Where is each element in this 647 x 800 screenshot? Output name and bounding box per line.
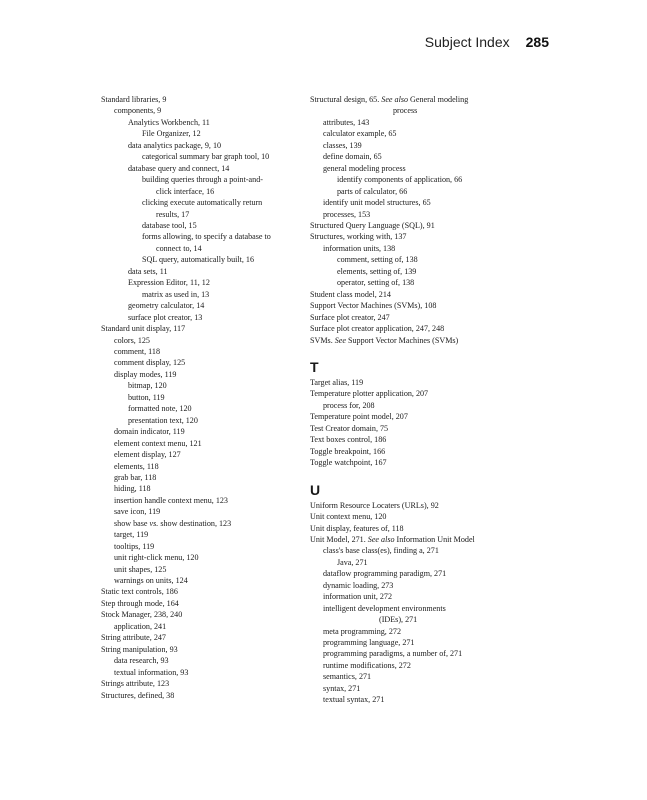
index-entry xyxy=(310,534,540,545)
index-entry: Uniform Resource Locaters (URLs), 92 xyxy=(310,500,439,510)
page-number: 285 xyxy=(525,34,549,50)
index-entry: Analytics Workbench, 11 xyxy=(128,117,210,127)
index-column-left xyxy=(101,94,301,701)
index-entry: comment, 118 xyxy=(114,346,161,356)
index-entry-text: show base xyxy=(114,518,150,528)
running-header-title: Subject Index xyxy=(424,34,510,50)
index-entry: dynamic loading, 273 xyxy=(323,580,394,590)
index-entry: Expression Editor, 11, 12 xyxy=(128,278,210,288)
index-entry: surface plot creator, 13 xyxy=(128,312,203,322)
index-entry: calculator example, 65 xyxy=(323,129,397,139)
index-entry: presentation text, 120 xyxy=(128,415,198,425)
index-entry: process xyxy=(393,106,418,116)
index-entry xyxy=(310,335,540,346)
index-entry: Toggle breakpoint, 166 xyxy=(310,446,386,456)
index-entry: programming paradigms, a number of, 271 xyxy=(323,649,463,659)
index-entry: target, 119 xyxy=(114,530,149,540)
index-entry: domain indicator, 119 xyxy=(114,427,185,437)
index-entry: Structures, working with, 137 xyxy=(310,232,407,242)
index-entry: Standard libraries, 9 xyxy=(101,95,167,104)
index-entry: geometry calculator, 14 xyxy=(128,301,205,311)
index-entry: dataflow programming paradigm, 271 xyxy=(323,569,447,579)
index-entry: intelligent development environments xyxy=(323,603,446,613)
section-letter-heading: T xyxy=(310,358,319,375)
index-entry: textual information, 93 xyxy=(114,667,189,677)
index-entry: forms allowing, to specify a database to xyxy=(142,232,271,242)
index-entry: bitmap, 120 xyxy=(128,381,167,391)
index-entry: formatted note, 120 xyxy=(128,404,192,414)
index-entry: hiding, 118 xyxy=(114,484,151,494)
index-entry-text: General modeling xyxy=(408,95,469,104)
index-entry: components, 9 xyxy=(114,106,162,116)
index-entry: SQL query, automatically built, 16 xyxy=(142,255,255,265)
index-entry: (IDEs), 271 xyxy=(379,615,418,625)
index-entry: colors, 125 xyxy=(114,335,150,345)
index-entry-text: Structural design, 65. xyxy=(310,95,382,104)
index-entry: attributes, 143 xyxy=(323,117,370,127)
index-entry: Test Creator domain, 75 xyxy=(310,423,389,433)
index-entry: button, 119 xyxy=(128,392,165,402)
section-letter-heading: U xyxy=(310,481,321,498)
index-entry: comment display, 125 xyxy=(114,358,186,368)
index-entry: Temperature plotter application, 207 xyxy=(310,389,429,399)
index-entry: Java, 271 xyxy=(337,557,368,567)
index-entry: tooltips, 119 xyxy=(114,541,155,551)
index-entry: classes, 139 xyxy=(323,140,362,150)
index-entry: processes, 153 xyxy=(323,209,371,219)
index-entry: Step through mode, 164 xyxy=(101,598,179,608)
index-entry: information units, 138 xyxy=(323,243,396,253)
index-entry: Temperature point model, 207 xyxy=(310,412,408,422)
index-entry: Toggle watchpoint, 167 xyxy=(310,458,387,468)
index-entry-text: SVMs. xyxy=(310,335,335,345)
index-entry: define domain, 65 xyxy=(323,152,382,162)
cross-reference-term: vs. xyxy=(149,518,159,528)
index-entry: display modes, 119 xyxy=(114,369,177,379)
index-entry: application, 241 xyxy=(114,621,167,631)
index-entry xyxy=(310,94,540,105)
index-entry: data sets, 11 xyxy=(128,266,168,276)
index-entry: process for, 208 xyxy=(323,400,375,410)
index-entry: Structured Query Language (SQL), 91 xyxy=(310,220,435,230)
index-entry: File Organizer, 12 xyxy=(142,129,201,139)
index-entry-text: Support Vector Machines (SVMs) xyxy=(345,335,459,345)
index-column-right xyxy=(310,94,540,706)
index-entry: results, 17 xyxy=(156,209,190,219)
index-entry: Stock Manager, 238, 240 xyxy=(101,610,183,620)
index-entry: matrix as used in, 13 xyxy=(142,289,210,299)
running-header xyxy=(425,34,549,50)
cross-reference-term: See xyxy=(334,335,346,345)
index-entry: element context menu, 121 xyxy=(114,438,202,448)
index-entry: comment, setting of, 138 xyxy=(337,255,418,265)
index-entry: data analytics package, 9, 10 xyxy=(128,140,222,150)
index-entry: Support Vector Machines (SVMs), 108 xyxy=(310,301,437,311)
index-entry: Static text controls, 186 xyxy=(101,587,178,597)
index-entry: Surface plot creator, 247 xyxy=(310,312,390,322)
index-entry: database tool, 15 xyxy=(142,220,197,230)
index-entry: element display, 127 xyxy=(114,450,181,460)
index-entry: identify unit model structures, 65 xyxy=(323,198,431,208)
index-entry: runtime modifications, 272 xyxy=(323,660,411,670)
index-entry: Unit display, features of, 118 xyxy=(310,523,404,533)
index-entry: data research, 93 xyxy=(114,656,169,666)
index-entry: database query and connect, 14 xyxy=(128,163,230,173)
index-entry: elements, setting of, 139 xyxy=(337,266,417,276)
index-entry: semantics, 271 xyxy=(323,672,372,682)
index-entry: categorical summary bar graph tool, 10 xyxy=(142,152,270,162)
cross-reference-term: See also xyxy=(381,95,409,104)
index-entry-text: Unit Model, 271. xyxy=(310,534,368,544)
index-entry: elements, 118 xyxy=(114,461,159,471)
index-entry: identify components of application, 66 xyxy=(337,175,463,185)
index-entry-text: show destination, 123 xyxy=(158,518,232,528)
index-entry: click interface, 16 xyxy=(156,186,215,196)
cross-reference-term: See also xyxy=(367,534,395,544)
index-entry: class's base class(es), finding a, 271 xyxy=(323,546,439,556)
index-entry: Surface plot creator application, 247, 248 xyxy=(310,324,445,334)
index-entry: connect to, 14 xyxy=(156,243,202,253)
index-entry-text: Information Unit Model xyxy=(394,534,475,544)
index-entry xyxy=(101,518,301,529)
index-entry: unit right-click menu, 120 xyxy=(114,553,199,563)
index-entry: meta programming, 272 xyxy=(323,626,401,636)
index-entry: Standard unit display, 117 xyxy=(101,324,186,334)
index-entry: building queries through a point-and- xyxy=(142,175,263,185)
index-entry: information unit, 272 xyxy=(323,592,393,602)
index-entry: general modeling process xyxy=(323,163,406,173)
index-entry: Structures, defined, 38 xyxy=(101,690,175,700)
index-entry: programming language, 271 xyxy=(323,638,415,648)
index-entry: insertion handle context menu, 123 xyxy=(114,495,228,505)
index-entry: Student class model, 214 xyxy=(310,289,391,299)
index-entry: syntax, 271 xyxy=(323,683,361,693)
index-entry: unit shapes, 125 xyxy=(114,564,167,574)
index-entry: warnings on units, 124 xyxy=(114,576,188,586)
index-entry: Target alias, 119 xyxy=(310,377,364,387)
index-entry: Text boxes control, 186 xyxy=(310,435,387,445)
index-entry: textual syntax, 271 xyxy=(323,695,385,705)
index-entry: String manipulation, 93 xyxy=(101,644,178,654)
index-entry: Unit context menu, 120 xyxy=(310,512,387,522)
index-entry: clicking execute automatically return xyxy=(142,198,263,208)
index-entry: String attribute, 247 xyxy=(101,633,166,643)
index-entry: operator, setting of, 138 xyxy=(337,278,415,288)
index-entry: parts of calculator, 66 xyxy=(337,186,408,196)
index-entry: save icon, 119 xyxy=(114,507,161,517)
index-entry: grab bar, 118 xyxy=(114,472,157,482)
index-entry: Strings attribute, 123 xyxy=(101,679,170,689)
